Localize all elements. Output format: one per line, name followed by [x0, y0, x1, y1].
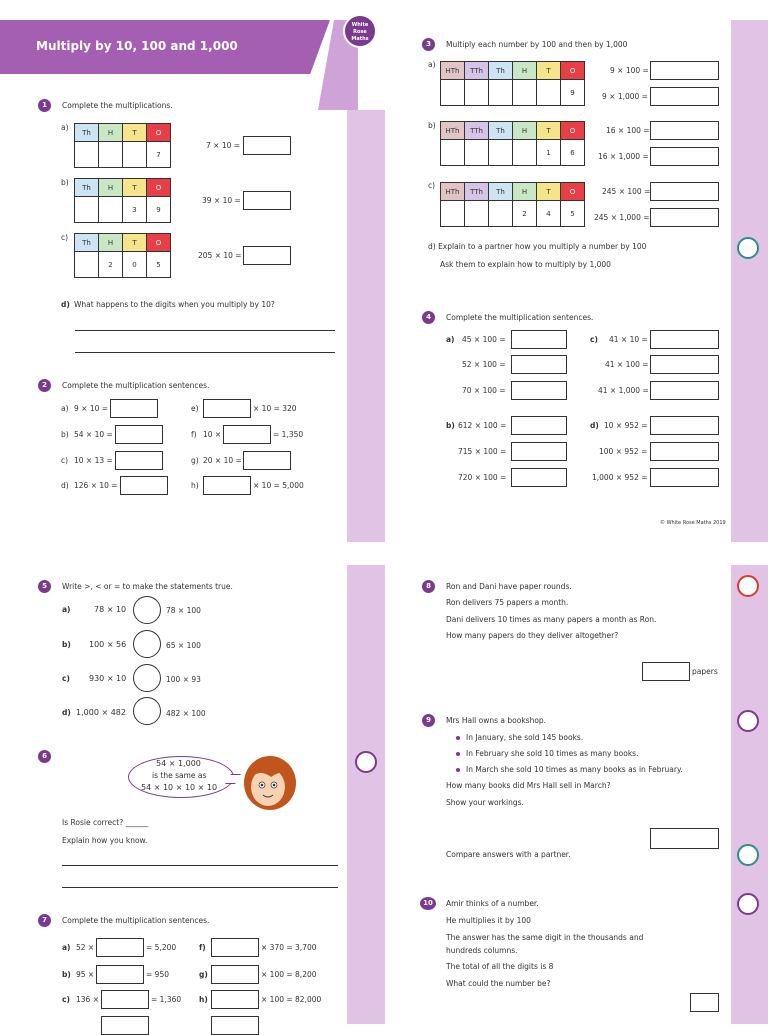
answer-box[interactable] [203, 399, 251, 418]
digit-cell: 4 [537, 201, 561, 227]
answer-box[interactable] [511, 355, 567, 374]
bullet-icon [456, 752, 460, 756]
q9-bullet1: In January, she sold 145 books. [466, 733, 584, 742]
q10-line3: The answer has the same digit in the thousands and [446, 933, 644, 942]
col-header: Th [75, 124, 99, 142]
q8-line2: Ron delivers 75 papers a month. [446, 598, 569, 607]
col-header: Th [489, 183, 513, 201]
q2a-pre: 9 × 10 = [74, 404, 109, 413]
col-header: H [99, 234, 123, 252]
q5a-right: 78 × 100 [166, 606, 201, 615]
col-header: Th [75, 234, 99, 252]
q4c-label: c) [590, 335, 598, 344]
col-header: TTh [465, 183, 489, 201]
digit-cell [75, 142, 99, 168]
q5b-right: 65 × 100 [166, 641, 201, 650]
q2h-post: × 10 = 5,000 [253, 481, 304, 490]
answer-line[interactable] [75, 352, 335, 353]
q1d-text: What happens to the digits when you multiply by 10? [74, 300, 275, 309]
answer-box[interactable] [511, 381, 567, 400]
comparison-circle[interactable] [133, 664, 161, 692]
white-rose-logo: White Rose Maths [343, 14, 377, 48]
q10-line2: He multiplies it by 100 [446, 916, 531, 925]
answer-box[interactable] [223, 425, 271, 444]
q2b-pre: 54 × 10 = [74, 430, 113, 439]
q7h-label: h) [199, 995, 208, 1004]
q1c-label: c) [61, 233, 69, 242]
bubble-line1: 54 × 1,000 [156, 759, 201, 768]
reasoning-icon [355, 751, 377, 773]
col-header: O [561, 122, 585, 140]
q2g-label: g) [191, 456, 199, 465]
q4a-3: 70 × 100 = [462, 386, 506, 395]
col-header: H [99, 124, 123, 142]
answer-box[interactable] [96, 965, 144, 984]
q7c-pre: 136 × [76, 995, 99, 1004]
answer-box[interactable] [96, 938, 144, 957]
answer-box[interactable] [650, 468, 719, 487]
answer-line[interactable] [75, 330, 335, 331]
q1b-label: b) [61, 178, 69, 187]
q4d-3: 1,000 × 952 = [592, 473, 648, 482]
q3b-e1: 16 × 100 = [606, 126, 650, 135]
answer-box[interactable] [650, 330, 719, 349]
comparison-circle[interactable] [133, 697, 161, 725]
digit-cell: 2 [99, 252, 123, 278]
col-header: Th [489, 62, 513, 80]
question-number: 5 [38, 580, 51, 593]
digit-cell [99, 142, 123, 168]
answer-box[interactable] [110, 399, 158, 418]
q2d-pre: 126 × 10 = [74, 481, 118, 490]
digit-cell: 3 [123, 197, 147, 223]
q2-instruction: Complete the multiplication sentences. [62, 381, 210, 390]
q9-bullet3: In March she sold 10 times as many books as in February. [466, 765, 683, 774]
q2g-pre: 20 × 10 = [203, 456, 242, 465]
q5b-label: b) [62, 640, 71, 649]
col-header: H [513, 62, 537, 80]
answer-box[interactable] [690, 993, 719, 1012]
answer-line[interactable] [62, 887, 338, 888]
digit-cell: 0 [123, 252, 147, 278]
col-header: O [147, 179, 171, 197]
answer-box[interactable] [650, 147, 719, 166]
bullet-icon [456, 768, 460, 772]
q1b-expr: 39 × 10 = [202, 196, 241, 205]
rosie-character-icon [243, 755, 297, 811]
digit-cell: 6 [561, 140, 585, 166]
q6-question: Is Rosie correct? ______ [62, 818, 149, 827]
col-header: O [147, 234, 171, 252]
problem-solving-icon [737, 575, 759, 597]
place-value-table-q3c [440, 182, 585, 227]
col-header: H [513, 122, 537, 140]
q2f-label: f) [191, 430, 197, 439]
digit-cell [99, 197, 123, 223]
q2e-post: × 10 = 320 [253, 404, 297, 413]
q2a-label: a) [61, 404, 69, 413]
comparison-circle[interactable] [133, 630, 161, 658]
col-header: T [537, 122, 561, 140]
digit-cell: 2 [513, 201, 537, 227]
col-header: T [123, 234, 147, 252]
answer-box[interactable] [511, 330, 567, 349]
q9-show: Show your workings. [446, 798, 524, 807]
q4b-label: b) [446, 421, 455, 430]
q4b-1: 612 × 100 = [458, 421, 507, 430]
question-number: 7 [38, 914, 51, 927]
col-header: HTh [441, 62, 465, 80]
q3c-e2: 245 × 1,000 = [594, 213, 650, 222]
q3c-e1: 245 × 100 = [602, 187, 651, 196]
question-number: 8 [422, 580, 435, 593]
q9-bullet2: In February she sold 10 times as many books. [466, 749, 639, 758]
page-side-strip [347, 110, 385, 542]
answer-box[interactable] [650, 208, 719, 227]
q7g-label: g) [199, 970, 208, 979]
answer-box[interactable] [650, 87, 719, 106]
q3d-line1: d) Explain to a partner how you multiply a number by 100 [428, 242, 647, 251]
answer-box[interactable] [203, 476, 251, 495]
answer-box[interactable] [243, 191, 291, 210]
answer-box[interactable] [211, 965, 259, 984]
question-number: 10 [420, 897, 436, 910]
answer-box[interactable] [650, 355, 719, 374]
q8-line4: How many papers do they deliver altogether? [446, 631, 619, 640]
question-number: 4 [422, 311, 435, 324]
q7f-post: × 370 = 3,700 [261, 943, 317, 952]
digit-cell [513, 80, 537, 106]
q5c-right: 100 × 93 [166, 675, 201, 684]
q4c-1: 41 × 10 = [609, 335, 648, 344]
digit-cell: 5 [561, 201, 585, 227]
place-value-table-q3a [440, 61, 585, 106]
answer-box[interactable] [101, 990, 149, 1009]
col-header: TTh [465, 122, 489, 140]
q5a-left: 78 × 10 [94, 605, 127, 614]
q3a-e1: 9 × 100 = [610, 66, 649, 75]
digit-cell: 1 [537, 140, 561, 166]
q6-explain: Explain how you know. [62, 836, 148, 845]
digit-cell: 9 [561, 80, 585, 106]
q7a-pre: 52 × [76, 943, 95, 952]
col-header: H [513, 183, 537, 201]
col-header: H [99, 179, 123, 197]
q3a-label: a) [428, 60, 436, 69]
q3b-label: b) [428, 121, 436, 130]
q5a-label: a) [62, 605, 71, 614]
q4d-1: 10 × 952 = [604, 421, 648, 430]
answer-box[interactable] [511, 416, 567, 435]
q4d-label: d) [590, 421, 599, 430]
answer-box[interactable] [243, 451, 291, 470]
page-side-strip [731, 20, 768, 542]
answer-box[interactable] [211, 938, 259, 957]
answer-box[interactable] [120, 476, 168, 495]
answer-line[interactable] [62, 865, 338, 866]
digit-cell: 5 [147, 252, 171, 278]
q7a-label: a) [62, 943, 71, 952]
answer-box[interactable] [115, 425, 163, 444]
question-number: 6 [38, 750, 51, 763]
answer-box[interactable] [650, 828, 719, 849]
answer-box[interactable] [115, 451, 163, 470]
digit-cell [489, 80, 513, 106]
col-header: O [561, 62, 585, 80]
page-side-strip [347, 565, 385, 1024]
q3b-e2: 16 × 1,000 = [598, 152, 649, 161]
q2f-post: = 1,350 [273, 430, 304, 439]
q2c-pre: 10 × 13 = [74, 456, 113, 465]
question-number: 2 [38, 379, 51, 392]
col-header: Th [489, 122, 513, 140]
col-header: T [123, 124, 147, 142]
q8-line3: Dani delivers 10 times as many papers a month as Ron. [446, 615, 657, 624]
q3d-line2: Ask them to explain how to multiply by 1,000 [440, 260, 611, 269]
col-header: Th [75, 179, 99, 197]
q4a-2: 52 × 100 = [462, 360, 506, 369]
digit-cell [537, 80, 561, 106]
q2b-label: b) [61, 430, 69, 439]
q4b-3: 720 × 100 = [458, 473, 507, 482]
q4d-2: 100 × 952 = [599, 447, 648, 456]
q8-line1: Ron and Dani have paper rounds. [446, 582, 572, 591]
q4c-3: 41 × 1,000 = [598, 386, 649, 395]
q7b-label: b) [62, 970, 71, 979]
q1a-label: a) [61, 123, 69, 132]
reasoning-icon [737, 710, 759, 732]
q4a-label: a) [446, 335, 455, 344]
digit-cell [441, 201, 465, 227]
q4-instruction: Complete the multiplication sentences. [446, 313, 594, 322]
q2d-label: d) [61, 481, 69, 490]
digit-cell [489, 140, 513, 166]
col-header: HTh [441, 183, 465, 201]
q4b-2: 715 × 100 = [458, 447, 507, 456]
copyright: © White Rose Maths 2019 [660, 520, 726, 526]
digit-cell [465, 201, 489, 227]
q9-compare: Compare answers with a partner. [446, 850, 571, 859]
q10-line1: Amir thinks of a number. [446, 899, 539, 908]
place-value-table-q1c [74, 233, 171, 278]
answer-box[interactable] [650, 416, 719, 435]
q4a-1: 45 × 100 = [462, 335, 506, 344]
q3-instruction: Multiply each number by 100 and then by 1,000 [446, 40, 628, 49]
q5c-left: 930 × 10 [89, 674, 127, 683]
col-header: T [537, 62, 561, 80]
q7g-post: × 100 = 8,200 [261, 970, 317, 979]
q8-unit: papers [692, 667, 718, 676]
col-header: T [537, 183, 561, 201]
q7f-label: f) [199, 943, 206, 952]
comparison-circle[interactable] [133, 596, 161, 624]
col-header: T [123, 179, 147, 197]
col-header: HTh [441, 122, 465, 140]
answer-box[interactable] [650, 381, 719, 400]
q7c-label: c) [62, 995, 70, 1004]
q7b-post: = 950 [146, 970, 169, 979]
bullet-icon [456, 736, 460, 740]
question-number: 9 [422, 714, 435, 727]
col-header: O [147, 124, 171, 142]
q5d-left: 1,000 × 482 [76, 708, 126, 717]
q1a-expr: 7 × 10 = [206, 141, 241, 150]
answer-box[interactable] [243, 246, 291, 265]
answer-box[interactable] [650, 121, 719, 140]
place-value-table-q1b [74, 178, 171, 223]
question-number: 1 [38, 99, 51, 112]
q3c-label: c) [428, 181, 436, 190]
answer-box[interactable] [101, 1016, 149, 1035]
digit-cell [441, 140, 465, 166]
answer-box[interactable] [650, 61, 719, 80]
discussion-icon [737, 237, 759, 259]
answer-box[interactable] [511, 468, 567, 487]
digit-cell [123, 142, 147, 168]
place-value-table-q1a [74, 123, 171, 168]
digit-cell: 9 [147, 197, 171, 223]
q4c-2: 41 × 100 = [605, 360, 649, 369]
q7h-post: × 100 = 82,000 [261, 995, 322, 1004]
q5d-right: 482 × 100 [166, 709, 206, 718]
q7a-post: = 5,200 [146, 943, 177, 952]
digit-cell [75, 252, 99, 278]
bubble-line3: 54 × 10 × 10 × 10 [141, 783, 218, 792]
q5b-left: 100 × 56 [89, 640, 127, 649]
q7-instruction: Complete the multiplication sentences. [62, 916, 210, 925]
place-value-table-q3b [440, 121, 585, 166]
q1c-expr: 205 × 10 = [198, 251, 242, 260]
digit-cell [465, 140, 489, 166]
q9-question: How many books did Mrs Hall sell in March? [446, 781, 611, 790]
q10-line4: hundreds columns. [446, 946, 518, 955]
q10-line6: What could the number be? [446, 979, 551, 988]
digit-cell [75, 197, 99, 223]
digit-cell [465, 80, 489, 106]
q2e-label: e) [191, 404, 199, 413]
question-number: 3 [422, 38, 435, 51]
q3a-e2: 9 × 1,000 = [602, 92, 648, 101]
answer-box[interactable] [650, 182, 719, 201]
digit-cell [513, 140, 537, 166]
bubble-line2: is the same as [152, 771, 207, 780]
q2h-label: h) [191, 481, 199, 490]
answer-box[interactable] [650, 442, 719, 461]
col-header: O [561, 183, 585, 201]
answer-box[interactable] [642, 662, 690, 681]
q7b-pre: 95 × [76, 970, 95, 979]
reasoning-icon [737, 893, 759, 915]
q1-instruction: Complete the multiplications. [62, 101, 173, 110]
page-side-strip [731, 565, 768, 1024]
q1d-label: d) [61, 300, 70, 309]
q5d-label: d) [62, 708, 71, 717]
digit-cell [441, 80, 465, 106]
q5-instruction: Write >, < or = to make the statements true. [62, 582, 233, 591]
q5c-label: c) [62, 674, 70, 683]
answer-box[interactable] [211, 1016, 259, 1035]
digit-cell [489, 201, 513, 227]
page-title: Multiply by 10, 100 and 1,000 [36, 39, 238, 53]
answer-box[interactable] [211, 990, 259, 1009]
q7c-post: = 1,360 [151, 995, 182, 1004]
digit-cell: 7 [147, 142, 171, 168]
col-header: TTh [465, 62, 489, 80]
answer-box[interactable] [511, 442, 567, 461]
discussion-icon [737, 844, 759, 866]
q10-line5: The total of all the digits is 8 [446, 962, 554, 971]
q9-intro: Mrs Hall owns a bookshop. [446, 716, 547, 725]
q2c-label: c) [61, 456, 69, 465]
answer-box[interactable] [243, 136, 291, 155]
q2f-pre: 10 × [203, 430, 222, 439]
